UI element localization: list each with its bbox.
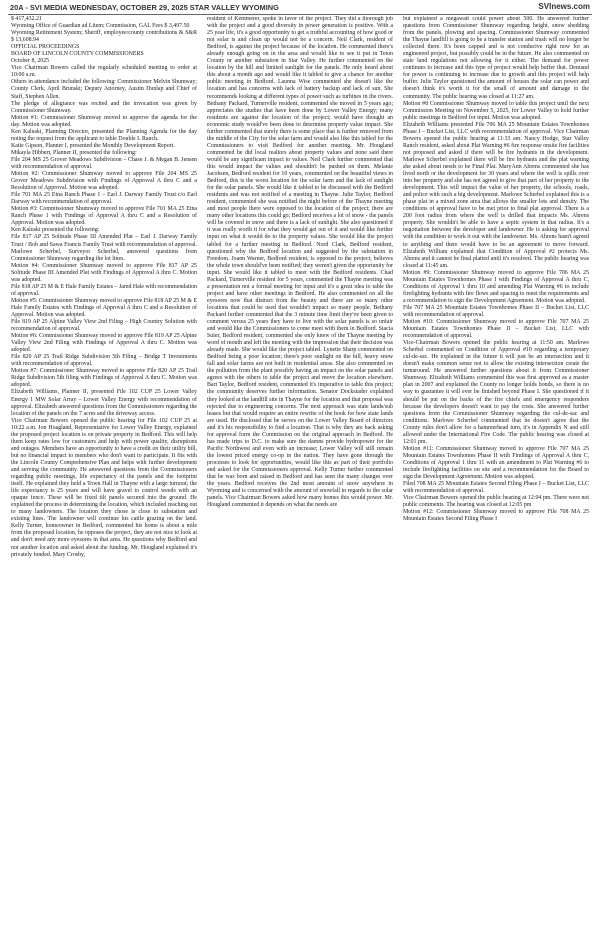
paragraph: Vice Chairman Bowers called the regularly scheduled meeting to order at 10:00 a.m. [11,65,197,79]
paragraph: File 707 MA 25 Mountain Estates Townhomes Phase II – Bucket List, LLC with recommendation of approval. [403,304,589,318]
paragraph: Motion #12: Commissioner Shumway moved to approve File 708 MA 25 Mountain Estates Second Filing Phase I [403,509,589,523]
column-3 [403,16,589,925]
paragraph: $ 417,432.21 [11,16,42,22]
paragraph: OFFICIAL PROCEEDINGS [11,44,80,51]
paragraph: Vice-Chairman Bowers opened the public hearing at 11:50 am. Marlowe Scherbel commented on Condition of Approval #10 regarding a temporary cul-de-sac. He explained in the future it will just be an intersection and it doesn't make common sense not to allow the existing intersection create the turnaround. He answered further questions about it from Commissioner Shumway. Elizabeth Williams commented this was first approved as a master plan in 2007 and explained the County no longer holds bonds, so there is no way to guarantee it will ever be finished beyond Phase I. She questioned if it should be put on the backs of the fire chiefs and emergency responders because the developers doesn't want to pay the costs. She answered further questions from the Commissioner Shumway regarding the cul-de-sac and conditions. Marlowe Scherbel commented that he doesn't agree that the County rules don't allow for a hammerhead turn, it's in Appendix N and still allowed under the International Fire Code. The public hearing was closed at 12:01 pm. [403,340,589,445]
paragraph: Ken Kaluski presented the following: [11,227,100,234]
paragraph: Katie Gipson, Planner I, presented the Monthly Development Report. [11,142,175,149]
paragraph: but explained a megawatt could power about 500. He answered further questions from Commissioner Shumway regarding height, snow shedding from the panels, plowing and spacing. Commissioner Shumway commented the Thayne landfill is going to be a transfer station and trash will no longer be collected there. It's been capped and is not conducive right now for an engineered project, but possibly could be in the future. He also commented on state land regulations not allowing for it either. The demand for power continues to increase and this type of project would help buffer that. Demand for power is continuing to increase due to growth and this project will help buffer. Julie Taylor questioned the amount of houses the solar can power and doesn't think it's worth it for the small of amount and damage to the community. The public hearing was closed at 11:27 am. [403,16,589,100]
paragraph: Ken Kaluski, Planning Director, presented the Planning Agenda for the day noting the request from the applicant to table Double L Ranch. [11,128,197,142]
paragraph: Mikayla Hibbert, Planner II, presented the following: [11,149,137,156]
paragraph: File 818 AP 25 M & E Hale Family Estates – Jared Hale with recommendation of approval. [11,283,197,297]
paragraph: October 8, 2025 [11,58,50,65]
paragraph: File 817 AP 25 Solitude Phase III Amended Plat – Earl J. Darway Family Trust / Bob and Sawa Francis Family Trust with recommendation of approval. Marlowe Scherbel, Surveyor Scherbel, answered questions from Commissioner Shumway regarding the lot lines. [11,234,197,262]
article-columns [11,16,589,925]
paragraph: Motion #10: Commissioner Shumway moved to approve File 707 MA 25 Mountain Estates Townhomes Phase II – Bucket List, LLC with recommendation of approval. [403,319,589,340]
column-1 [11,16,197,925]
paragraph: Vice Chairman Bowers opened the public hearing for File 102 CUP 25 at 10:22 a.m. Jon Hoagland, Representative for Lower Valley Energy, explained the proposed project location is on private property in Bedford. This will help them keep rates low for customers and help with power quality, disruptions and outages. Members have an opportunity to have a credit on their utility bill, but no financial impact to members who don't want to participate. It fits with the Lincoln County Comprehensive Plan and helps with further development and serving the community. He answered questions from the Commissioners regarding public meetings, life expectancy of the panels and the footprint itself. He explained they held a Town Hall in Thayne with a large turnout; the life expectancy is 25 years and will have gravel to control weeds with an opaque fence. These will be fixed tilt panels secured into the ground. He explained the process in determining the location, which included reaching out to many landowners. The location they chose is close to substation and existing lines. The landowner will continue his cattle grazing on the land. Kelly Turner, homeowner in Bedford, commented his home is about a mile from the proposed location, he opposes the project, they are not nice to look at and don't need any more eyesores in that area. He questions why Bedford and not another location and asked about the funding. Mr. Hougland explained it's privately funded. Mary Crosby, [11,417,197,558]
paragraph: Vice Chairman Bowers opened the public hearing at 12:04 pm. There were not public comments. The hearing was closed at 12:05 pm [403,495,589,509]
paragraph: The pledge of allegiance was recited and the invocation was given by Commissioner Shumway. [11,100,197,114]
paragraph: File 204 MS 25 Grover Meadows Subdivision – Chase J. & Megan B. Jensen with recommendation of approval. [11,156,197,170]
paragraph: Motion #11: Commissioner Shumway moved to approve File 707 MA 25 Mountain Estates Townhomes Phase II with Findings of Approval A thru C, Conditions of Approval 1 thru 11 with an amendment to Plat Warning #6 to include firefighting facilities on site and a recommendation for the Board to sign the Development Agreement. Motion was adopted. [403,445,589,481]
paragraph: File 820 AP 25 Trail Ridge Subdivision 5th Filing – Bridge T Investments with recommendation of approval. [11,354,197,368]
paragraph: Motion #2: Commissioner Shumway moved to approve File 204 MS 25 Grover Meadows Subdivision with Findings of Approval A thru C and a Resolution of Approval. Motion was adopted. [11,171,197,192]
paragraph: Filed 708 MA 25 Mountain Estates Second Filing Phase I – Bucket List, LLC with recommendation of approval. [403,481,589,495]
paragraph: Motion #7: Commissioner Shumway moved to approve File 820 AP 25 Trail Ridge Subdivision 5th filing with Findings of Approval A thru C. Motion was adopted. [11,368,197,389]
site-url: SVInews.com [538,2,590,11]
paragraph: File 819 AP 25 Alpine Valley View 2nd Filing – High Country Solution with recommendation of approval. [11,319,197,333]
column-2 [207,16,393,925]
paragraph: File 701 MA 25 Etna Ranch Phase 1 – Earl J. Darway Family Trust c/o Earl Darway with recommendation of approval. [11,192,197,206]
paragraph: Motion #9: Commissioner Shumway moved to approve File 706 MA 25 Mountain Estates Townhomes Phase I with Findings of Approval A thru C, Conditions of Approval 1 thru 10 and amending Plat Warning #6 to include firefighting hydrants with fire flows and spacing to meet the requirements and a recommendation to sign the Development Agreement. Motion was adopted. [403,269,589,304]
paragraph: Others in attendance included the following: Commissioner Melvin Shumway; County Clerk, April Brunski; Deputy Attorney, Austin Dunlap and Chief of Staff, Stephen Allen. [11,79,197,100]
paragraph: resident of Kemmerer, spoke in favor of the project. They did a thorough job with the project and a good diversity in power generation is positive. With a 25 year life, it's a good opportunity to get a truthful accounting of how good or not solar is and clean up would not be a concern. Neil Clark, resident of Bedford, is against the project because of the location. He commented there's already enough going on in the area and would like to see it put in Teton County or another substation in Star Valley. He further commented on the location by the hill and limited sunlight for the panels. He only heard about this about a month ago and would like it tabled to give a chance for another public meeting in Bedford. Launna Wise commented she doesn't like the location and has concerns with lack of battery backup and lack of sun. She recommends looking at different types of power such as turbines in the rivers. Bethany Packard, Turnerville resident, commented she moved in 5 years ago; appreciates the studies that have been done by Lower Valley Energy; many residents are against the location of the project; would have thought an economic study would've been done to determine property value impact. She further commented that surely there is some place that is further removed from the middle of the City for the solar farm and would also like this tabled for the Commissioners to visit Bedford for another meeting. Mr. Hougland commented he did local realtors about property values and none said there would be any significant impact to values. Neil Clark further commented that this would impact the values and shouldn't be pushed on them. Melanie Jacobsen, Bedford resident for 10 years, commented on the beautiful views in Bedford, this is the worst location for the solar farm and the lack of sunlight for the solar panels. She would like it tabled to be discussed with the Bedford residents and was not notified of a meeting in Thayne. Julie Taylor, Bedford resident, commented she was notified the night before of the Thayne meeting and most people there were opposed to the location of the project; there are many other locations this could go; Bedford receives a lot of snow - the panels will be covered in snow and there is a lack of sunlight. She also questioned if it was really worth it for what they would get out of it and would like further input on what it would do to the property values. She would like the project tabled for a further meeting in Bedford. Nord Clark, Bedford resident, questioned why the Bedford location and suggested by the substation in Freedom. Joann Warner, Bedford resident, is opposed to the project; believes the whole town should've been notified; they weren't given the opportunity for input. She would like it tabled to meet with the Bedford residents. Chad Packard, Turnerville resident for 5 years, commented the Thayne meeting was a presentation not a formal meeting for input and it's a great idea to table the project and have other meetings in Bedford. He also commented on all the eyesores now that distract from the beauty and there are so many other locations that could be used that wouldn't impact so many people. Bethany Packard further commented that the 3 minute time limit they've been given to comment versus 25 years they have to live with the solar panels is so unfair and would like the Commissioners to come meet with them in Bedford. Stacia Suter, Bedford resident, commented she only knew of the Thayne meeting by word of mouth and left the meeting with the impression that their decision was already made. She would like the project tabled. Lynette Sharp commented on Bedford being a poor location; there's poor sunlight on the hill, heavy snow fall and solar farms are not built in residential areas. She also commented on the pollution from the plant possibly having an impact on the solar panels and agrees with the others to table the project and move the location elsewhere. Bart Taylor, Bedford resident, commented it's imperative to table this project; the community deserves further information. Senator Dockstader explained they looked at the landfill site in Thayne for the location and that proposal was rejected due to engineering concerns. The next approach was state lands/sub leases but that would require an entire rewrite of the book for how state lands are used. He disclosed that he serves on the Lower Valley Board of directors and it's his responsibility to find a location. That is why they are back asking for approval form the Commission on the original approach in Bedford. He has made trips to D.C. to make sure the damns provide hydropower for the Pacific Northwest and even with an increase; Lower Valley will still remain the lowest priced energy co-op in the nation. They have gone through the processes to look for opportunities, would like this as part of their portfolio and asked for the Commissioners approval. Kelly Turner further commented that he was born and raised in Bedford and has seen the many changes over the years. Bedford receives the 2nd most amount of snow anywhere in Wyoming and is concerned with the amount of snowfall in regards to the solar panels. Vice Chairman Bowers asked how many homes this would power. Mr. Hougland commented it depends on what the needs are [207,16,393,509]
paragraph: BOARD OF LINCOLN COUNTY COMMISSIONERS [11,51,144,58]
page-header [8,0,592,15]
paragraph: Motion #1: Commissioner Shumway moved to approve the agenda for the day. Motion was adopted. [11,114,197,128]
paragraph: Wyoming Retirement System; Sheriff, employee/county contributions & S&R $ 13,608.94 [11,30,197,44]
paragraph: Motion #5: Commissioner Shumway moved to approve File 818 AP 25 M & E Hale Family Estates with Findings of Approval A thru C and a Resolution of Approval. Motion was adopted. [11,297,197,318]
page-folio: 20A - SVI MEDIA WEDNESDAY, OCTOBER 29, 2025 STAR VALLEY WYOMING [10,3,279,12]
paragraph: Wyoming Office of Guardian ad Litem; Commission, GAL Fees $ 3,497.50 [11,23,190,30]
paragraph: Motion #3: Commissioner Shumway moved to approve File 701 MA 25 Etna Ranch Phase 1 with Findings of Approval A thru C and a Resolution of Approval. Motion was adopted. [11,206,197,227]
paragraph: Elizabeth Williams, Planner II, presented File 102 CUP 25 Lower Valley Energy 1 MW Solar Array – Lower Valley Energy with recommendation of approval. Elizabeth answered questions from the Commissioners regarding the location of the panels on the 7 acres and the driveway access. [11,389,197,417]
paragraph: Elizabeth Williams presented File 706 MA 25 Mountain Estates Townhomes Phase I – Bucket List, LLC with recommendation of approval. Vice Chairman Bowers opened the public hearing at 11:33 am. Nancy Hodge, Star Valley Ranch resident, asked about Plat Warning #6 fire response onsite fire facilities not proposed and asked if there will be fire hydrants in the development. Marlowe Scherbel explained there will be fire hydrants and the plat warning she asked about needs to be Final Plat. MaryAnn Ahrens commented she has lived north or the development for 30 years and where the well is spills over into her property and she has not agreed to give that part of her property to the development. This will impact the value of her property, the schools, roads, and police with such a big development. Marlowe Scherbel explained this is a phase plat in a mixed zone area that allows the smaller lots and density. The conditions of approval have to be met prior to final plat approval. There is a 200 foot radius from where the well is drilled that impacts Ms. Ahrens property. She wouldn't be able to have a septic system in that radius. It's a negotiation between the developer and landowner. He is asking for approval with the condition to work it out with the landowner. Ms. Ahrens hasn't agreed to anything and there would have to be an agreement to move forward. Elizabeth William explained that Condition of Approval #2 protects Ms. Ahrens and it cannot be final platted until it's resolved. The public hearing was closed at 11:45 am. [403,121,589,269]
paragraph: Motion #8 Commissioner Shumway moved to table this project until the next Commission Meeting on November 5, 2025, for Lower Valley to hold further public meetings in Bedford for input. Motion was adopted. [403,100,589,121]
paragraph: Motion #6: Commissioner Shumway moved to approve File 819 AP 25 Alpine Valley View 2nd Filing with Findings of Approval A thru C. Motion was adopted. [11,333,197,354]
paragraph: Motion #4: Commissioner Shumway moved to approve File 817 AP 25 Solitude Phase III Amended Plat with Findings of Approval A thru C. Motion was adopted. [11,262,197,283]
